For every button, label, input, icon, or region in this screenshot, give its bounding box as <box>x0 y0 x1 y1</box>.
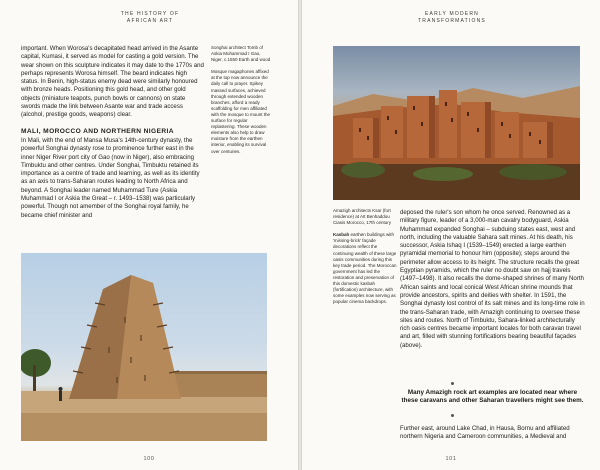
caption-body: Mosque magaphones affixed at the top now announce the daily call to prayer. Spikey massed surfaces, achieved through extended wooden branches, afford a ready scaffolding for men affiliated with the mosque to mount the surface for regular replastering. These wooden elements also help to draw moisture from the earthen interior, enabling its survival over centuries. <box>211 69 271 154</box>
caption-bold-term: Kasbah <box>333 232 350 238</box>
running-head-line: THE HISTORY OF <box>120 11 180 17</box>
pull-quote: Many Amazigh rock art examples are located near where these caravans and other Saharan travellers might see them. <box>401 389 584 405</box>
running-head-line: AFRICAN ART <box>126 18 174 24</box>
right-caption <box>333 208 397 311</box>
body-paragraph: deposed the ruler's son whom he once served. Renowned as a military figure, leader of a 3,000-man cavalry bodyguard, Askia Muhammad expanded Songhai – subduing states east, west and north, including the valuable Sahara salt mines. At his death, his successor, Askia Ishaq I (1539–1549) erected a large earthen pyramidal memorial to honour him (opposite); steps around the perimeter allow access to its height. The structure recalls the great Egyptian pyramids, which the ruler no doubt saw on hajj travels (1497–1498). It also recalls the dome-shaped shrines of many North African saints and local conical West African shrine mounds that provide ancestors, spirits and deities with shelter. In 1591, the Songhai dynasty lost control of its salt mines and its long-time role in the trans-Saharan trade, with Amazigh continuing to oversee these sites and routes. North of Timbuktu, Sahara-linked architecturally rich oasis centres became important locales for both caravan travel and art, filled with stunning fortifications bearing beautiful façades (above). <box>400 209 585 349</box>
caption-body-text: earthen buildings with 'missing-brick' façade decorations reflect the continuing wealth of these large oasis communities during this key trade period. The Moroccan government has led the restoration and preservation of this domestic kasbah (fortification) architecture, with some examples now serving as popular cinema backdrops. <box>333 232 397 305</box>
kasbah-illustration <box>333 46 580 200</box>
tomb-of-askia-photo <box>21 253 267 441</box>
left-running-head <box>100 11 200 25</box>
tomb-illustration <box>21 253 267 441</box>
left-caption <box>211 45 273 161</box>
caption-body <box>333 232 397 305</box>
caption-title: Amazigh architects Ksar (fort residence) at Aït Benhaddou Ciasis Morocco, 17th century <box>333 208 392 226</box>
kasbah-photo <box>333 46 580 200</box>
page-number-left: 100 <box>143 456 155 462</box>
left-body-text <box>21 45 204 221</box>
separator-dot <box>451 382 454 385</box>
running-head-line: EARLY MODERN <box>425 11 479 17</box>
right-running-head <box>392 11 512 25</box>
page-number-right: 101 <box>445 456 457 462</box>
section-heading: MALI, MOROCCO AND NORTHERN NIGERIA <box>21 127 174 135</box>
separator-dot <box>451 414 454 417</box>
running-head-line: TRANSFORMATIONS <box>418 18 486 24</box>
right-body-text-end <box>400 425 585 443</box>
body-paragraph: In Mali, with the end of Mansa Musa's 14th-century dynasty, the powerful Songhai dynasty rose to prominence further east in the inner Niger River port city of Gao (now in Niger), also embracing Timbuktu and other centres. Under Songhai, Timbuktu retained its importance as a centre of trade and learning, as well as its identity as an axis to trans-Saharan routes leading to North Africa and beyond. A Songhai leader named Muhammad Ture (Askia Muhammad I or Askia the Great – r. 1493–1538) was particularly powerful. Though not amember of the Songhai royal family, he became chief minister and <box>21 136 200 219</box>
right-page <box>302 0 600 470</box>
right-body-text <box>400 209 585 351</box>
left-page <box>0 0 298 470</box>
caption-title: Songhai architect Tomb of Askia Muhammad I Gao, Niger, c.1550 Earth and wood <box>211 45 271 63</box>
body-paragraph: important. When Worosa's decapitated head arrived in the Asante capital, Kumasi, it served as model for casting a gold version. The wear shown on this sculpture indicates it may date to the 1770s and perhaps represents Worosa himself. The beard indicates high status. In Benin, high-status enemy dead were similarly honoured with bronze heads. Positioning this gold head, and other gold objects (miniature teapots, punch bowls or cannons) on state swords made the link between Asante war and trade access (alcohol, prestige goods, weapons) clear. <box>21 45 204 119</box>
body-paragraph: Further east, around Lake Chad, in Hausa, Bornu and affiliated northern Nigeria and Cameroon communities, a Medieval and <box>400 425 570 441</box>
